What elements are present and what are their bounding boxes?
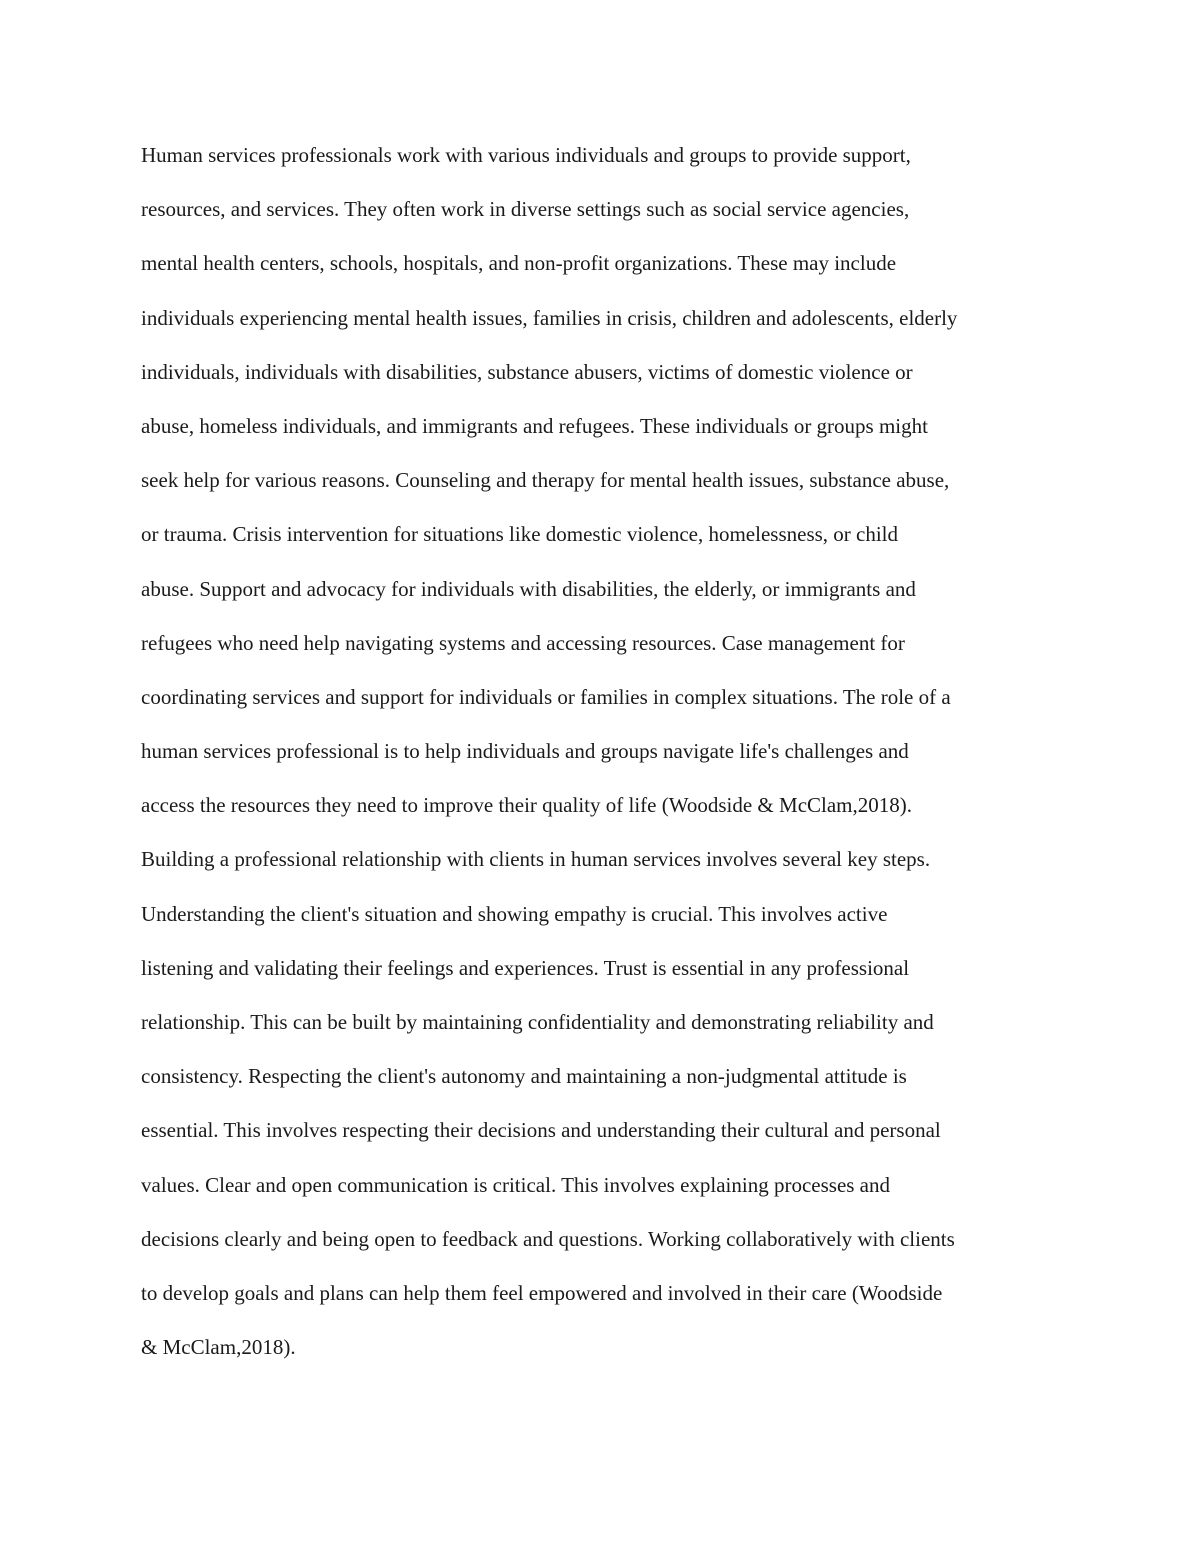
text-line: resources, and services. They often work in diverse settings such as social service agencies,: [141, 197, 910, 222]
text-line: individuals experiencing mental health issues, families in crisis, children and adolescents, elderly: [141, 305, 958, 330]
text-line: Human services professionals work with various individuals and groups to provide support,: [141, 143, 911, 167]
text-line: Understanding the client's situation and showing empathy is crucial. This involves active: [141, 901, 888, 926]
body-paragraph: [141, 128, 1066, 1374]
text-line: individuals, individuals with disabilities, substance abusers, victims of domestic violence or: [141, 359, 913, 384]
text-line: access the resources they need to improve their quality of life (Woodside & McClam,2018).: [141, 793, 913, 818]
text-line: values. Clear and open communication is critical. This involves explaining processes and: [141, 1172, 891, 1197]
text-line: listening and validating their feelings and experiences. Trust is essential in any professional: [141, 955, 910, 980]
text-line: or trauma. Crisis intervention for situations like domestic violence, homelessness, or child: [141, 522, 899, 547]
text-line: mental health centers, schools, hospitals, and non-profit organizations. These may include: [141, 251, 897, 276]
text-line: to develop goals and plans can help them feel empowered and involved in their care (Woodside: [141, 1280, 943, 1305]
text-line: abuse. Support and advocacy for individuals with disabilities, the elderly, or immigrants and: [141, 576, 916, 601]
text-line: & McClam,2018).: [141, 1335, 296, 1360]
text-line: decisions clearly and being open to feedback and questions. Working collaboratively with clients: [141, 1226, 955, 1251]
text-line: consistency. Respecting the client's autonomy and maintaining a non-judgmental attitude is: [141, 1064, 907, 1089]
text-line: human services professional is to help individuals and groups navigate life's challenges and: [141, 739, 909, 764]
text-line: Building a professional relationship with clients in human services involves several key steps.: [141, 847, 931, 872]
text-line: relationship. This can be built by maintaining confidentiality and demonstrating reliability and: [141, 1010, 934, 1034]
text-line: refugees who need help navigating systems and accessing resources. Case management for: [141, 630, 905, 655]
text-line: coordinating services and support for individuals or families in complex situations. The role of a: [141, 684, 951, 709]
text-line: essential. This involves respecting their decisions and understanding their cultural and personal: [141, 1118, 941, 1143]
text-line: seek help for various reasons. Counseling and therapy for mental health issues, substance abuse,: [141, 468, 950, 493]
text-line: abuse, homeless individuals, and immigrants and refugees. These individuals or groups might: [141, 413, 928, 438]
